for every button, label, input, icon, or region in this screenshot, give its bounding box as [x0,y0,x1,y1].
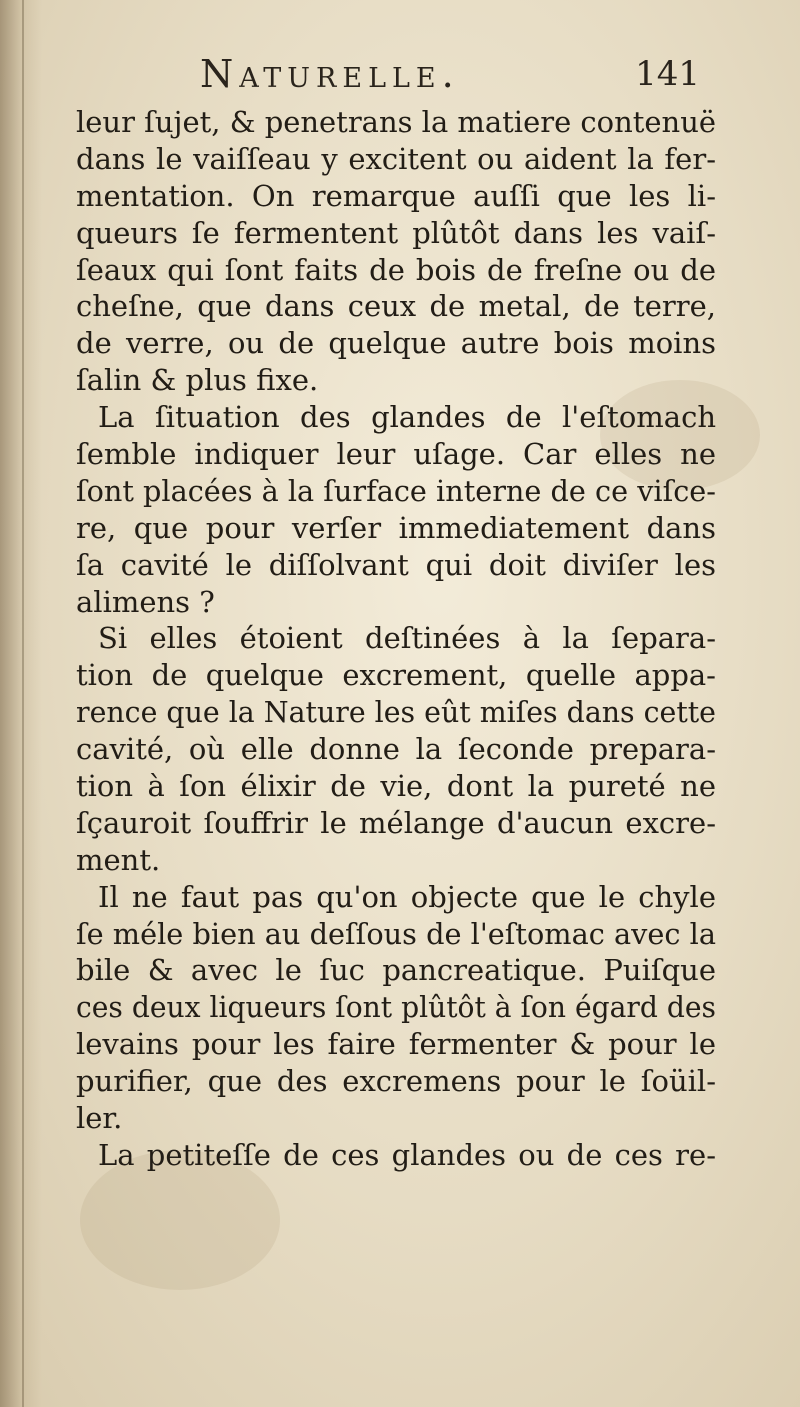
running-title: Naturelle. [200,52,460,96]
text-line: cheſne, que dans ceux de metal, de terre, [76,289,716,324]
text-line: Il ne faut pas qu'on objecte que le chyle [98,879,716,914]
text-line: mentation. On remarque auſſi que les li- [76,178,716,213]
text-line: Si elles étoient deſtinées à la ſepara- [98,621,716,656]
text-line: ſemble indiquer leur uſage. Car elles ne [76,437,716,472]
text-line: tion à ſon élixir de vie, dont la pureté ne [76,769,716,804]
text-line: ſçauroit ſouffrir le mélange d'aucun excre- [76,805,716,840]
text-line: de verre, ou de quelque autre bois moins [76,326,716,361]
page-edge [22,0,24,1407]
text-line: alimens ? [76,584,215,619]
text-line: ſalin & plus fixe. [76,363,319,398]
text-line: ſeaux qui ſont faits de bois de freſne ou de [76,252,716,287]
text-line: purifier, que des excremens pour le ſoüil- [76,1064,716,1099]
text-line: ſa cavité le diſſolvant qui doit diviſer les [76,547,716,582]
text-line: ſont placées à la ſurface interne de ce viſce- [76,473,716,508]
running-head [200,52,700,100]
text-line: levains pour les faire fermenter & pour le [76,1027,716,1062]
page-number: 141 [635,54,700,94]
spine-shadow [0,0,42,1407]
text-line: ces deux liqueurs ſont plûtôt à ſon égard des [76,990,716,1025]
text-line: La petiteſſe de ces glandes ou de ces re- [98,1137,716,1172]
body-text [76,104,716,1174]
text-line: rence que la Nature les eût miſes dans cette [76,695,716,730]
text-line: re, que pour verſer immediatement dans [76,510,716,545]
text-line: dans le vaiſſeau y excitent ou aident la fer- [76,141,716,176]
text-line: La ſituation des glandes de l'eſtomach [98,400,716,435]
text-line: leur ſujet, & penetrans la matiere contenuë [76,105,716,139]
text-line: cavité, où elle donne la ſeconde prepara- [76,732,716,767]
text-line: bile & avec le ſuc pancreatique. Puiſque [76,953,716,988]
text-line: tion de quelque excrement, quelle appa- [76,658,716,693]
text-line: queurs ſe fermentent plûtôt dans les vaiſ- [76,215,716,250]
text-line: ler. [76,1101,123,1136]
text-line: ſe méle bien au deſſous de l'eſtomac avec la [76,916,716,951]
text-line: ment. [76,842,161,877]
